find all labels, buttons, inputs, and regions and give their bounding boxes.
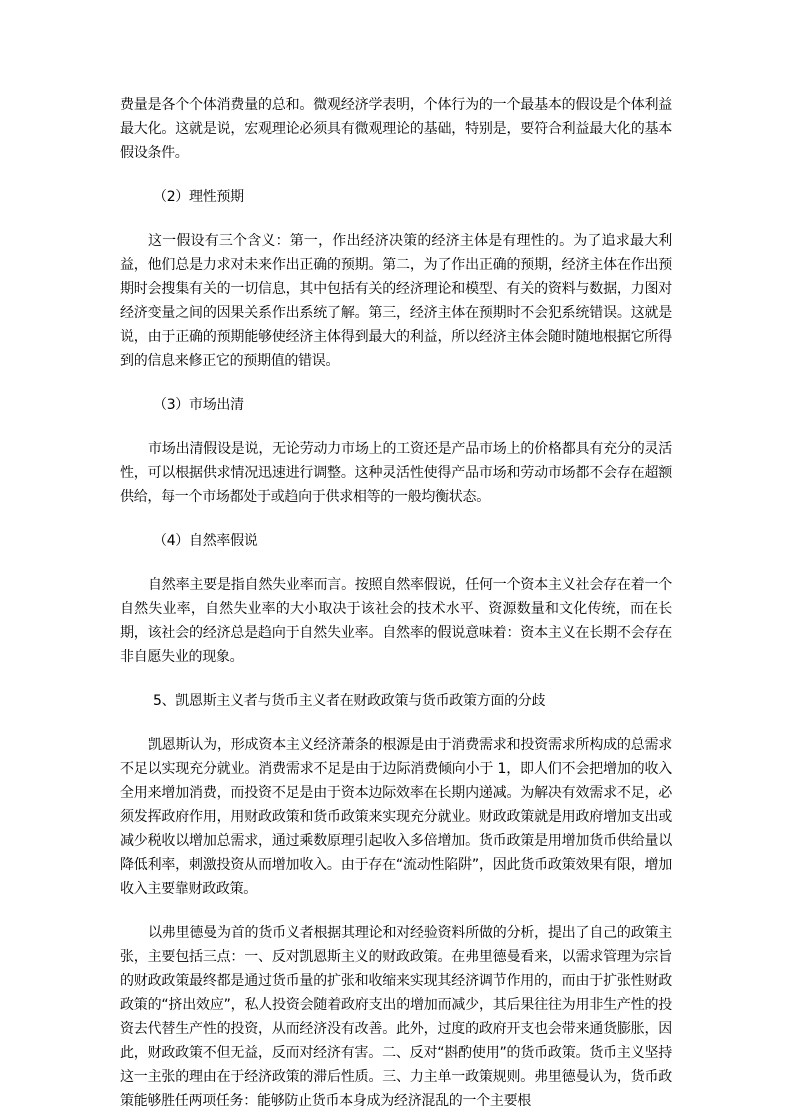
paragraph-rational-expectations: 这一假设有三个含义：第一，作出经济决策的经济主体是有理性的。为了追求最大利益，他们总是力求对未来作出正确的预期。第二，为了作出正确的预期，经济主体在作出预期时会搜集有关的一切信息，其中包括有关的经济理论和模型、有关的资料与数据，力图对经济变量之间的因果关系作出系统了解。第三，经济主体在预期时不会犯系统错误。这就是说，由于正确的预期能够使经济主体得到最大的利益，所以经济主体会随时随地根据它所得到的信息来修正它的预期值的错误。 (120, 233, 672, 369)
document-page (120, 93, 672, 1113)
paragraph-market-clearing: 市场出清假设是说，无论劳动力市场上的工资还是产品市场上的价格都具有充分的灵活性，可以根据供求情况迅速进行调整。这种灵活性使得产品市场和劳动市场都不会存在超额供给，每一个市场都处于或趋向于供求相等的一般均衡状态。 (120, 441, 672, 505)
heading-section-5: 5、凯恩斯主义者与货币主义者在财政政策与货币政策方面的分歧 (153, 693, 546, 709)
paragraph-friedman: 以弗里德曼为首的货币义者根据其理论和对经验资料所做的分析，提出了自己的政策主张，主要包括三点：一、反对凯恩斯主义的财政政策。在弗里德曼看来，以需求管理为宗旨的财政政策最终都是通过货币量的扩张和收缩来实现其经济调节作用的，而由于扩张性财政政策的“挤出效应”，私人投资会随着政府支出的增加而减少，其后果往往为用非生产性的投资去代替生产性的投资，从而经济没有改善。此外，过度的政府开支也会带来通货膨胀，因此，财政政策不但无益，反而对经济有害。二、反对“斟酌使用”的货币政策。货币主义坚持这一主张的理由在于经济政策的滞后性质。三、力主单一政策规则。弗里德曼认为，货币政策能够胜任两项任务：能够防止货币本身成为经济混乱的一个主要根 (120, 925, 672, 1109)
heading-market-clearing: （3）市场出清 (153, 397, 244, 413)
paragraph-natural-rate: 自然率主要是指自然失业率而言。按照自然率假说，任何一个资本主义社会存在着一个自然失业率，自然失业率的大小取决于该社会的技术水平、资源数量和文化传统，而在长期，该社会的经济总是趋向于自然失业率。自然率的假说意味着：资本主义在长期不会存在非自愿失业的现象。 (120, 577, 672, 665)
heading-rational-expectations: （2）理性预期 (153, 189, 244, 205)
heading-natural-rate: （4）自然率假说 (153, 533, 258, 549)
paragraph-consumption-sum: 费量是各个个体消费量的总和。微观经济学表明，个体行为的一个最基本的假设是个体利益最大化。这就是说，宏观理论必须具有微观理论的基础，特别是，要符合利益最大化的基本假设条件。 (120, 97, 672, 161)
paragraph-keynes: 凯恩斯认为，形成资本主义经济萧条的根源是由于消费需求和投资需求所构成的总需求不足以实现充分就业。消费需求不足是由于边际消费倾向小于 1，即人们不会把增加的收入全用来增加消费，而投资不足是由于资本边际效率在长期内递减。为解决有效需求不足，必须发挥政府作用，用财政政策和货币政策来实现充分就业。财政政策就是用政府增加支出或减少税收以增加总需求，通过乘数原理引起收入多倍增加。货币政策是用增加货币供给量以降低利率，刺激投资从而增加收入。由于存在“流动性陷阱”，因此货币政策效果有限，增加收入主要靠财政政策。 (120, 737, 672, 897)
